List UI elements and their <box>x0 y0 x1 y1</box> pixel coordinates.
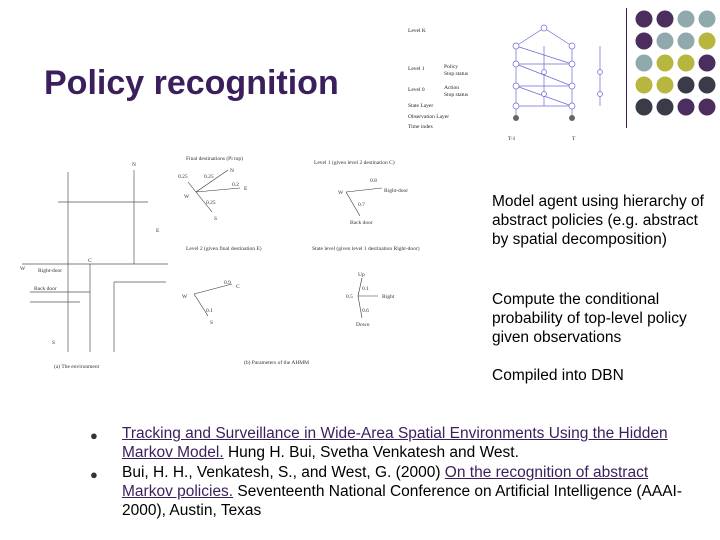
l2-w-label: W <box>182 294 188 300</box>
fd-e-label: E <box>244 186 248 192</box>
environment-map <box>22 170 168 352</box>
prob-025b: 0.25 <box>204 174 214 180</box>
dbn-diagram <box>404 20 618 148</box>
l1-right-door-label: Right-door <box>384 188 409 194</box>
l2-s-label: S <box>210 320 214 326</box>
reference-1-text: Hung H. Bui, Svetha Venkatesh and West. <box>223 444 519 461</box>
state-up-label: Up <box>358 272 365 278</box>
ahmm-figure <box>18 152 480 374</box>
reference-link-2[interactable]: On the recognition of abstract Markov policies. <box>122 464 649 500</box>
dbn-stop-status-label-2: Stop status <box>444 92 468 98</box>
level2-title: Level 2 (given final destination E) <box>186 246 262 252</box>
prob-025a: 0.25 <box>178 174 188 180</box>
side-text-1 <box>492 192 707 249</box>
dbn-observation-layer-label: Observation Layer <box>408 114 450 120</box>
state-level-title: State level (given level 1 destination Right-door) <box>312 246 420 252</box>
fd-w-label: W <box>184 194 190 200</box>
slide-title: Policy recognition <box>44 64 339 102</box>
prob-05: 0.5 <box>346 294 353 300</box>
decorative-dot-grid <box>634 8 718 124</box>
state-down-label: Down <box>356 322 370 328</box>
env-n-label: N <box>132 162 136 168</box>
dbn-level-1-label: Level 1 <box>408 66 425 72</box>
env-e-label: E <box>156 228 160 234</box>
l2-c-label: C <box>236 284 240 290</box>
side-text-3 <box>492 366 707 385</box>
dbn-state-layer-label: State Layer <box>408 103 434 109</box>
bullet-icon: ● <box>90 428 98 443</box>
dbn-stop-status-label: Stop status <box>444 71 468 77</box>
prob-01b: 0.1 <box>362 286 369 292</box>
reference-list <box>90 424 702 521</box>
fd-s-label: S <box>214 216 218 222</box>
dbn-level-k-label: Level K <box>408 28 426 34</box>
prob-07: 0.7 <box>358 202 365 208</box>
reference-2-prefix: Bui, H. H., Venkatesh, S., and West, G. (2000) <box>122 464 445 481</box>
prob-09: 0.9 <box>224 280 231 286</box>
side-text-model-agent: Model agent using hierarchy of abstract policies (e.g. abstract by spatial decomposition) <box>492 193 704 248</box>
env-back-door-label: Back door <box>34 286 57 292</box>
state-right-label: Right <box>382 294 395 300</box>
dbn-time-index-label: Time index <box>408 124 434 130</box>
dbn-t-label: T <box>572 136 576 142</box>
reference-item <box>90 463 702 520</box>
level1-title: Level 1 (given level 2 destination C) <box>314 160 395 166</box>
dbn-policy-label: Policy <box>444 64 459 70</box>
divider-line <box>626 8 627 128</box>
bullet-icon: ● <box>90 467 98 482</box>
prob-01a: 0.1 <box>206 308 213 314</box>
env-right-door-label: Right-door <box>38 268 63 274</box>
env-s-label: S <box>52 340 56 346</box>
reference-2-text: Seventeenth National Conference on Artificial Intelligence (AAAI-2000), Austin, Texas <box>122 483 683 519</box>
final-destinations-title: Final destinations (Pi top) <box>186 156 243 162</box>
side-text-compute: Compute the conditional probability of top-level policy given observations <box>492 291 687 346</box>
l1-back-door-label: Back door <box>350 220 373 226</box>
reference-link-1[interactable]: Tracking and Surveillance in Wide-Area Spatial Environments Using the Hidden Markov Model. <box>122 425 668 461</box>
env-caption: (a) The environment <box>54 364 100 370</box>
prob-025c: 0.25 <box>206 200 216 206</box>
dbn-level-0-label: Level 0 <box>408 87 425 93</box>
dbn-action-label: Action <box>444 85 459 91</box>
dbn-t-minus-1-label: T-1 <box>508 136 516 142</box>
side-text-2 <box>492 290 707 347</box>
env-w-label: W <box>20 266 26 272</box>
params-caption: (b) Parameters of the AHMM <box>244 360 310 366</box>
l1-w-label: W <box>338 190 344 196</box>
env-c-label: C <box>88 258 92 264</box>
prob-02: 0.2 <box>232 182 239 188</box>
prob-06: 0.6 <box>362 308 369 314</box>
fd-n-label: N <box>230 168 234 174</box>
prob-08: 0.8 <box>370 178 377 184</box>
side-text-compiled: Compiled into DBN <box>492 367 624 384</box>
reference-item <box>90 424 702 462</box>
